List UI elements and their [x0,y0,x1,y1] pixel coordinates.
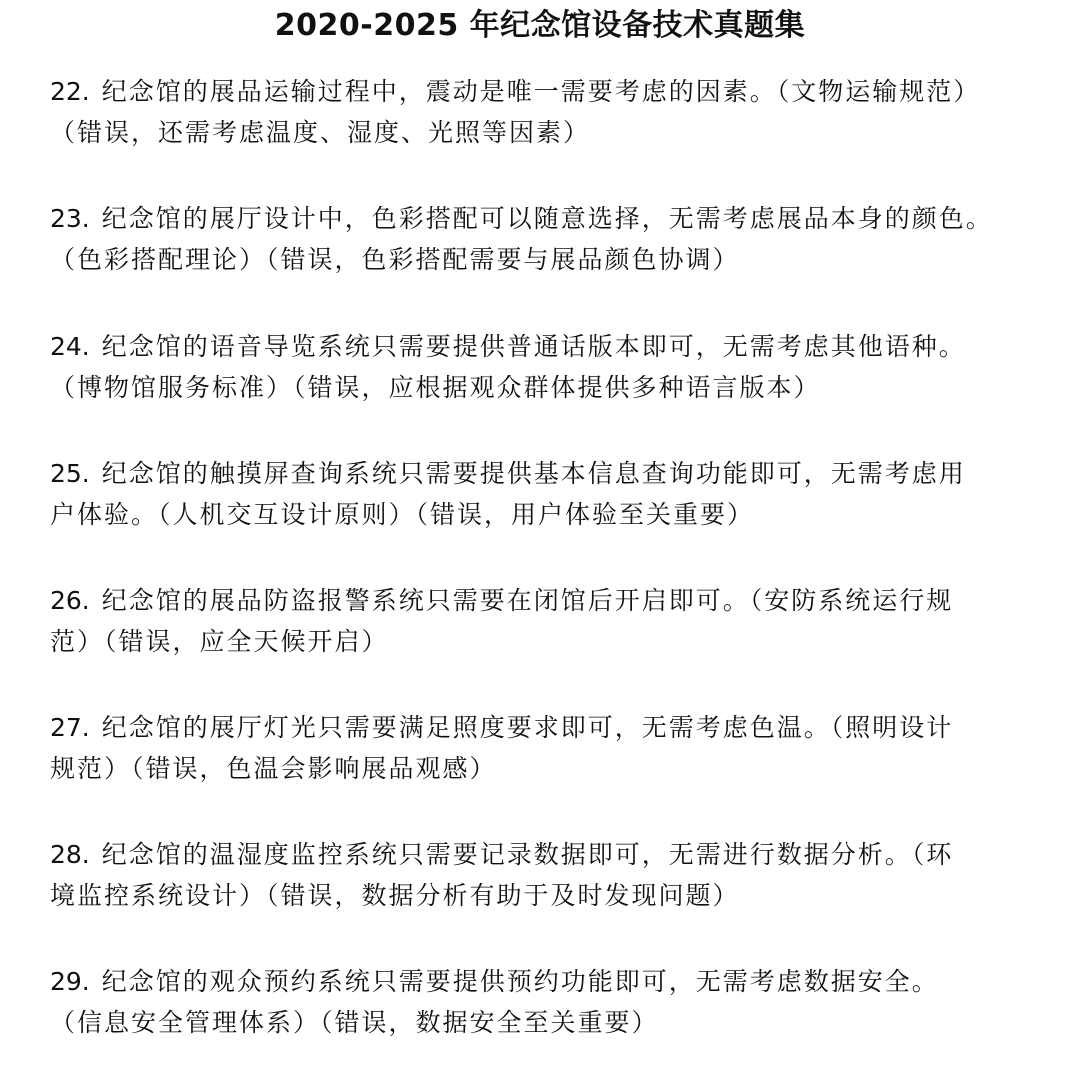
question-line-2: （色彩搭配理论）（错误，色彩搭配需要与展品颜色协调） [50,245,740,274]
question-line-1 [50,707,1050,748]
question-line-2: （错误，还需考虑温度、湿度、光照等因素） [50,118,591,147]
question-text: 纪念馆的触摸屏查询系统只需要提供基本信息查询功能即可，无需考虑用 [101,459,966,488]
question-line-1 [50,834,1050,875]
question-line-1 [50,326,1050,367]
question-text: 纪念馆的温湿度监控系统只需要记录数据即可，无需进行数据分析。（环 [101,840,954,869]
question-line-2: 户体验。（人机交互设计原则）（错误，用户体验至关重要） [50,500,755,529]
question-line-2: 境监控系统设计）（错误，数据分析有助于及时发现问题） [50,881,740,910]
question-item [50,961,1050,1043]
question-number: 28. [50,840,90,869]
question-text: 纪念馆的展品运输过程中，震动是唯一需要考虑的因素。（文物运输规范） [101,77,981,106]
page-title: 2020-2025 年纪念馆设备技术真题集 [274,8,806,43]
question-number: 25. [50,459,90,488]
question-item [50,71,1050,153]
question-text: 纪念馆的展品防盗报警系统只需要在闭馆后开启即可。（安防系统运行规 [101,586,954,615]
question-number: 27. [50,713,90,742]
question-line-1 [50,71,1050,112]
question-line-1 [50,198,1050,239]
question-text: 纪念馆的观众预约系统只需要提供预约功能即可，无需考虑数据安全。 [101,967,939,996]
question-line-1 [50,580,1050,621]
question-line-2: （博物馆服务标准）（错误，应根据观众群体提供多种语言版本） [50,373,821,402]
question-item [50,326,1050,408]
question-number: 22. [50,77,90,106]
question-number: 26. [50,586,90,615]
question-line-1 [50,453,1050,494]
question-number: 29. [50,967,90,996]
question-item [50,580,1050,662]
question-line-2: 范）（错误，应全天候开启） [50,627,389,656]
question-text: 纪念馆的展厅设计中，色彩搭配可以随意选择，无需考虑展品本身的颜色。 [101,204,993,233]
question-number: 24. [50,332,90,361]
question-item [50,453,1050,535]
question-line-1 [50,961,1050,1002]
question-text: 纪念馆的展厅灯光只需要满足照度要求即可，无需考虑色温。（照明设计 [101,713,954,742]
question-text: 纪念馆的语音导览系统只需要提供普通话版本即可，无需考虑其他语种。 [101,332,966,361]
question-item [50,198,1050,280]
question-line-2: 规范）（错误，色温会影响展品观感） [50,754,497,783]
question-line-2: （信息安全管理体系）（错误，数据安全至关重要） [50,1008,659,1037]
question-item [50,707,1050,789]
question-item [50,834,1050,916]
question-number: 23. [50,204,90,233]
